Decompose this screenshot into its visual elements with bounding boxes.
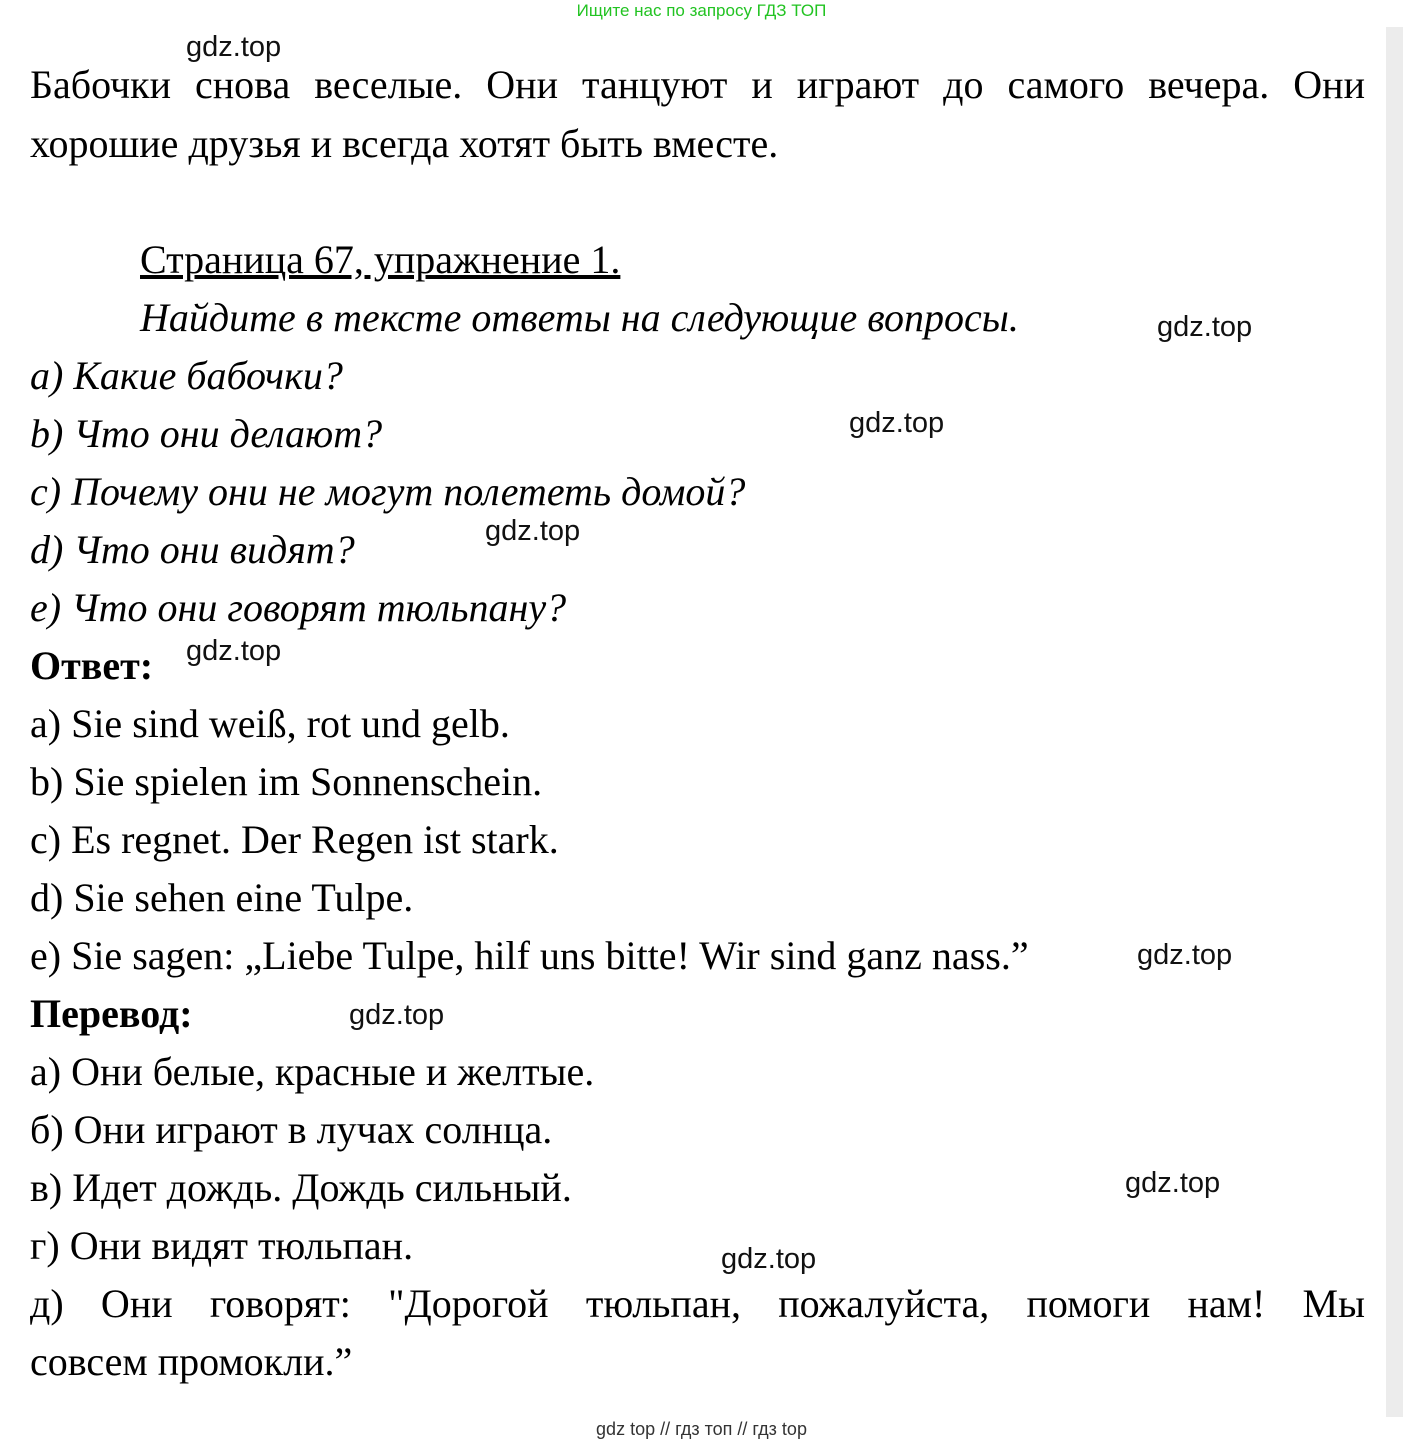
question-a: a) Какие бабочки?: [30, 353, 343, 398]
answer-a: a) Sie sind weiß, rot und gelb.: [30, 701, 510, 746]
top-banner[interactable]: Ищите нас по запросу ГДЗ ТОП: [576, 1, 827, 20]
intro-line-1: Бабочки снова веселые. Они танцуют и играют до самого вечера. Они: [30, 62, 1365, 107]
watermark: gdz.top: [1137, 939, 1233, 971]
question-b: b) Что они делают?: [30, 411, 383, 456]
translation-label: Перевод:: [30, 991, 193, 1036]
intro-line-2: хорошие друзья и всегда хотят быть вместе.: [30, 121, 779, 166]
translation-b: б) Они играют в лучах солнца.: [30, 1107, 553, 1152]
answer-label: Ответ:: [30, 643, 154, 688]
scrollbar[interactable]: [1386, 27, 1403, 1417]
answer-e: e) Sie sagen: „Liebe Tulpe, hilf uns bitte! Wir sind ganz nass.”: [30, 933, 1029, 978]
translation-e-line-1: д) Они говорят: "Дорогой тюльпан, пожалуйста, помоги нам! Мы: [30, 1281, 1365, 1326]
question-c: c) Почему они не могут полететь домой?: [30, 469, 746, 514]
question-e: e) Что они говорят тюльпану?: [30, 585, 567, 630]
watermark: gdz.top: [1157, 311, 1253, 343]
exercise-heading: Страница 67, упражнение 1.: [140, 237, 621, 282]
answer-b: b) Sie spielen im Sonnenschein.: [30, 759, 543, 804]
watermark: gdz.top: [1125, 1167, 1221, 1199]
watermark: gdz.top: [721, 1243, 817, 1275]
watermark: gdz.top: [186, 635, 282, 667]
translation-c: в) Идет дождь. Дождь сильный.: [30, 1165, 572, 1210]
exercise-instruction: Найдите в тексте ответы на следующие вопросы.: [140, 295, 1019, 340]
answer-d: d) Sie sehen eine Tulpe.: [30, 875, 414, 920]
translation-e-line-2: совсем промокли.”: [30, 1339, 353, 1384]
question-d: d) Что они видят?: [30, 527, 355, 572]
footer-links[interactable]: gdz top // гдз топ // гдз top: [596, 1419, 807, 1439]
watermark: gdz.top: [186, 31, 282, 63]
answer-c: c) Es regnet. Der Regen ist stark.: [30, 817, 559, 862]
translation-d: г) Они видят тюльпан.: [30, 1223, 414, 1268]
watermark: gdz.top: [849, 407, 945, 439]
translation-a: а) Они белые, красные и желтые.: [30, 1049, 595, 1094]
watermark: gdz.top: [349, 999, 445, 1031]
watermark: gdz.top: [485, 515, 581, 547]
